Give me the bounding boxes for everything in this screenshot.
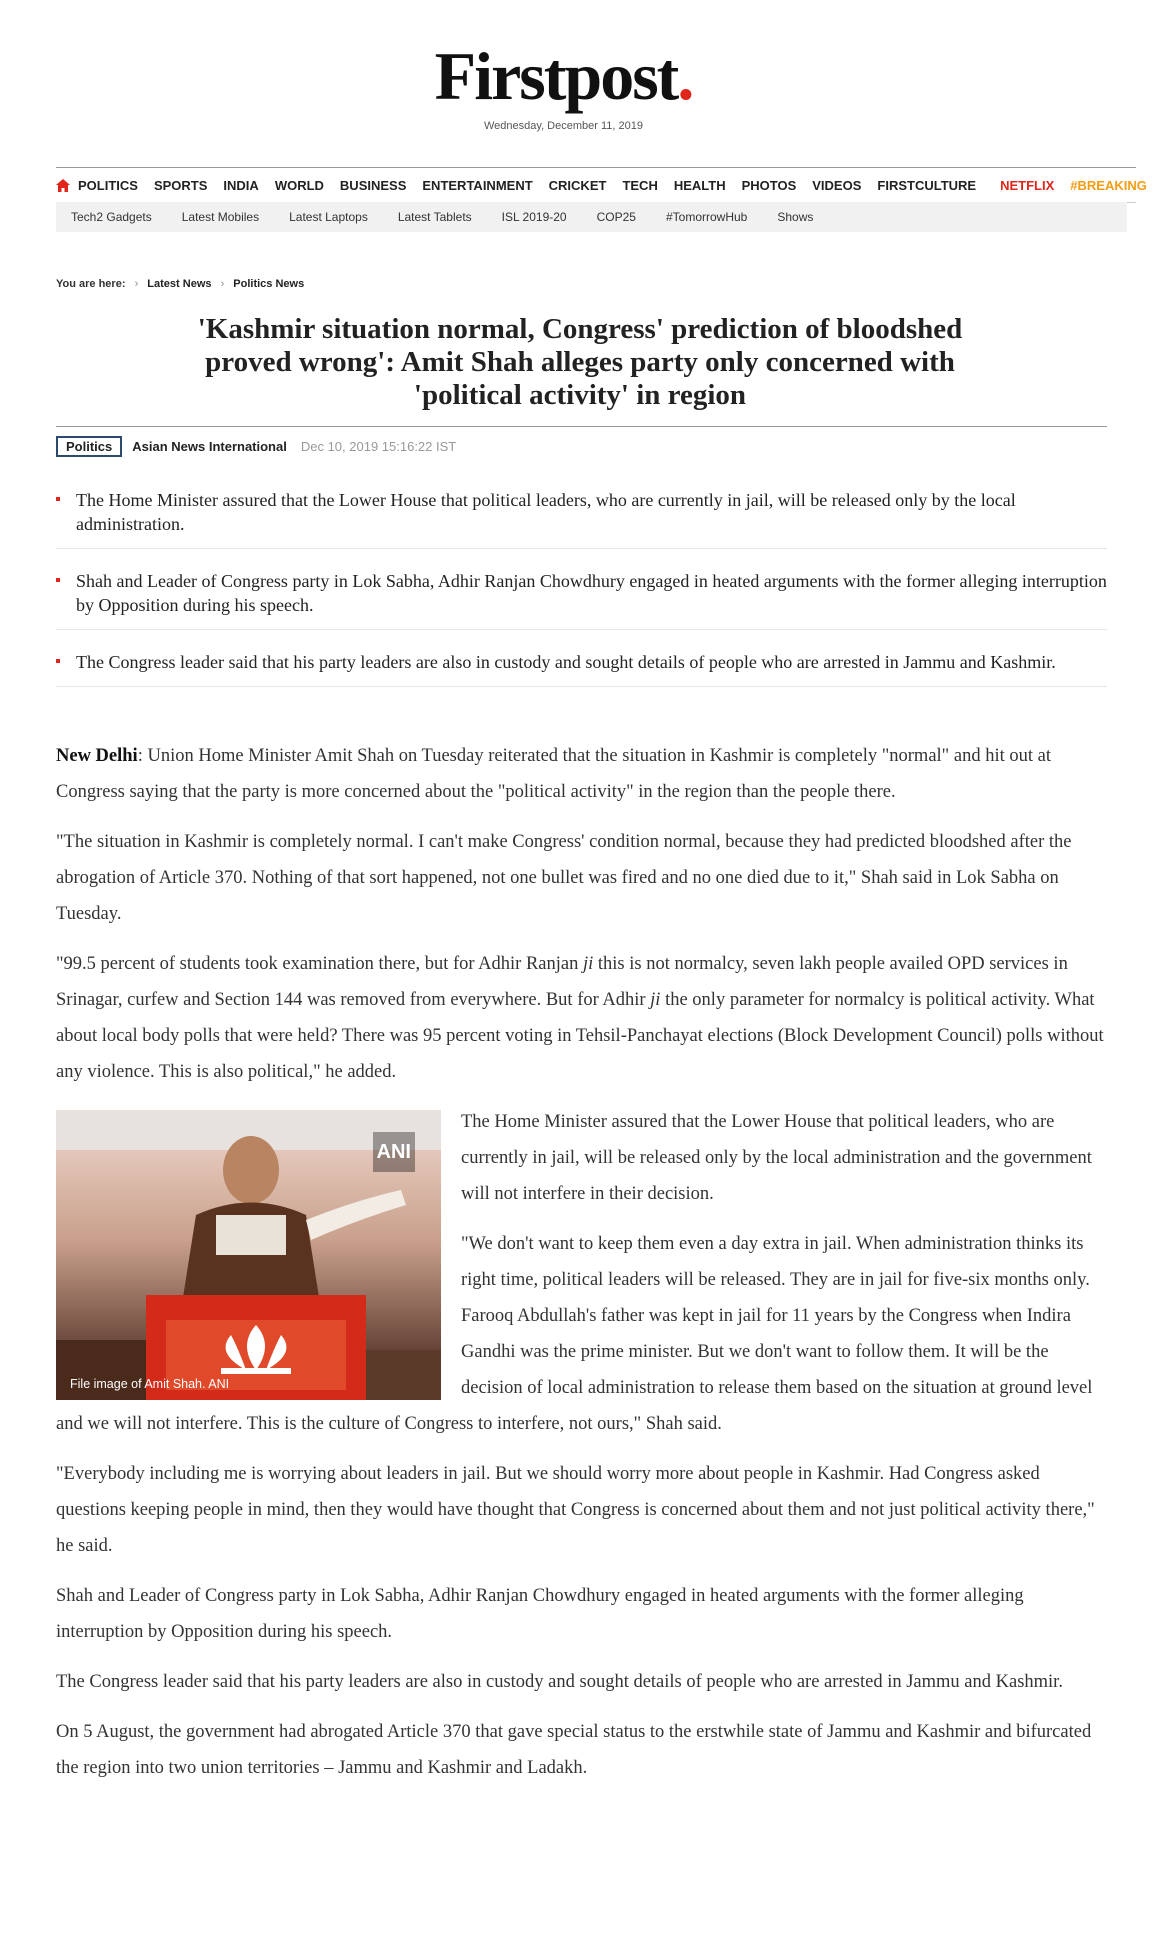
breadcrumb-prefix: You are here: bbox=[56, 278, 126, 290]
highlights-list bbox=[56, 484, 1107, 703]
article-paragraph: "Everybody including me is worrying about leaders in jail. But we should worry more about people in Kashmir. Had Congress asked questions keeping people in mind, then they would have thought that Congress is concerned about them and not just political activity there," he said. bbox=[56, 1464, 1095, 1556]
breadcrumb bbox=[56, 278, 304, 290]
category-tag[interactable]: Politics bbox=[56, 436, 122, 457]
article-meta bbox=[56, 436, 456, 457]
bullet-square-icon bbox=[56, 659, 60, 663]
article-body bbox=[56, 738, 1107, 1800]
article-paragraph: The Congress leader said that his party leaders are also in custody and sought details of people who are arrested in Jammu and Kashmir. bbox=[56, 1672, 1063, 1692]
subnav-cop25[interactable]: COP25 bbox=[596, 210, 636, 224]
article-source[interactable]: Asian News International bbox=[132, 439, 287, 454]
nav-entertainment[interactable]: ENTERTAINMENT bbox=[422, 177, 533, 193]
main-nav bbox=[56, 167, 1147, 203]
subnav-isl[interactable]: ISL 2019-20 bbox=[501, 210, 567, 224]
nav-health[interactable]: HEALTH bbox=[673, 177, 726, 193]
nav-sports[interactable]: SPORTS bbox=[153, 177, 208, 193]
subnav-shows[interactable]: Shows bbox=[777, 210, 814, 224]
article-paragraph: On 5 August, the government had abrogated Article 370 that gave special status to the erstwhile state of Jammu and Kashmir and bifurcated the region into two union territories – Jammu and Kashmir and Ladakh. bbox=[56, 1722, 1092, 1778]
breadcrumb-separator: › bbox=[134, 278, 139, 290]
subnav-latest-laptops[interactable]: Latest Laptops bbox=[289, 210, 368, 224]
headline-divider bbox=[56, 426, 1107, 427]
ani-badge: ANI bbox=[373, 1132, 415, 1172]
nav-world[interactable]: WORLD bbox=[274, 177, 324, 193]
nav-netflix[interactable]: NETFLIX bbox=[1000, 177, 1055, 193]
nav-videos[interactable]: VIDEOS bbox=[812, 177, 862, 193]
site-logo[interactable]: Firstpost. bbox=[434, 38, 693, 114]
site-header bbox=[0, 0, 1127, 132]
header-date: Wednesday, December 11, 2019 bbox=[484, 120, 643, 132]
home-icon[interactable] bbox=[56, 179, 70, 192]
nav-firstculture[interactable]: FIRSTCULTURE bbox=[877, 177, 977, 193]
article-paragraph: "The situation in Kashmir is completely normal. I can't make Congress' condition normal, because they had predicted bloodshed after the abrogation of Article 370. Nothing of that sort happened, not one bullet was fired and no one died due to it," Shah said in Lok Sabha on Tuesday. bbox=[56, 832, 1072, 924]
nav-photos[interactable]: PHOTOS bbox=[741, 177, 797, 193]
subnav-tech2-gadgets[interactable]: Tech2 Gadgets bbox=[71, 210, 152, 224]
article-image[interactable] bbox=[56, 1110, 441, 1400]
nav-cricket[interactable]: CRICKET bbox=[548, 177, 607, 193]
highlight-item: The Congress leader said that his party leaders are also in custody and sought details of people who are arrested in Jammu and Kashmir. bbox=[56, 646, 1107, 687]
breadcrumb-separator: › bbox=[220, 278, 225, 290]
subnav-tomorrowhub[interactable]: #TomorrowHub bbox=[665, 210, 748, 224]
article-paragraph: "99.5 percent of students took examination there, but for Adhir Ranjan ji this is not normalcy, seven lakh people availed OPD services in Srinagar, curfew and Section 144 was removed from everywhere. But for Adhir ji the only parameter for normalcy is political activity. What about local body polls that were held? There was 95 percent voting in Tehsil-Panchayat elections (Block Development Council) polls without any violence. This is also political," he added. bbox=[56, 954, 1104, 1082]
article-paragraph: Shah and Leader of Congress party in Lok Sabha, Adhir Ranjan Chowdhury engaged in heated arguments with the former alleging interruption by Opposition during his speech. bbox=[56, 1586, 1024, 1642]
nav-breaking[interactable]: #BREAKING bbox=[1070, 177, 1147, 193]
subnav-latest-tablets[interactable]: Latest Tablets bbox=[397, 210, 472, 224]
bullet-square-icon bbox=[56, 497, 60, 501]
nav-politics[interactable]: POLITICS bbox=[78, 177, 138, 193]
highlight-item: Shah and Leader of Congress party in Lok Sabha, Adhir Ranjan Chowdhury engaged in heated arguments with the former alleging interruption by Opposition during his speech. bbox=[56, 565, 1107, 630]
highlight-item: The Home Minister assured that the Lower House that political leaders, who are currently in jail, will be released only by the local administration. bbox=[56, 484, 1107, 549]
bullet-square-icon bbox=[56, 578, 60, 582]
dateline: New Delhi bbox=[56, 746, 138, 766]
subnav-latest-mobiles[interactable]: Latest Mobiles bbox=[181, 210, 260, 224]
article-headline: 'Kashmir situation normal, Congress' prediction of bloodshed proved wrong': Amit Shah alleges party only concerned with 'political activity' in region bbox=[197, 313, 963, 411]
sub-nav bbox=[56, 202, 1127, 232]
nav-tech[interactable]: TECH bbox=[622, 177, 658, 193]
article-paragraph: "We don't want to keep them even a day extra in jail. When administration thinks its right time, political leaders will be released. They are in jail for five-six months only. Farooq Abdullah's father was kept in jail for 11 years by the Congress when Indira Gandhi was the prime minister. But we don't want to follow them. It will be the decision of local administration to release them based on the situation at ground level and we will not interfere. This is the culture of Congress to interfere, not ours," Shah said. bbox=[56, 1234, 1093, 1434]
article-timestamp: Dec 10, 2019 15:16:22 IST bbox=[300, 439, 457, 454]
breadcrumb-politics-news[interactable]: Politics News bbox=[233, 278, 305, 290]
nav-india[interactable]: INDIA bbox=[223, 177, 259, 193]
nav-business[interactable]: BUSINESS bbox=[339, 177, 407, 193]
image-caption: File image of Amit Shah. ANI bbox=[70, 1377, 230, 1391]
breadcrumb-latest-news[interactable]: Latest News bbox=[147, 278, 212, 290]
article-paragraph: The Home Minister assured that the Lower House that political leaders, who are currently in jail, will be released only by the local administration and the government will not interfere in their decision. bbox=[461, 1112, 1092, 1204]
article-paragraph: New Delhi: Union Home Minister Amit Shah on Tuesday reiterated that the situation in Kashmir is completely "normal" and hit out at Congress saying that the party is more concerned about the "political activity" in the region than the people there. bbox=[56, 746, 1051, 802]
